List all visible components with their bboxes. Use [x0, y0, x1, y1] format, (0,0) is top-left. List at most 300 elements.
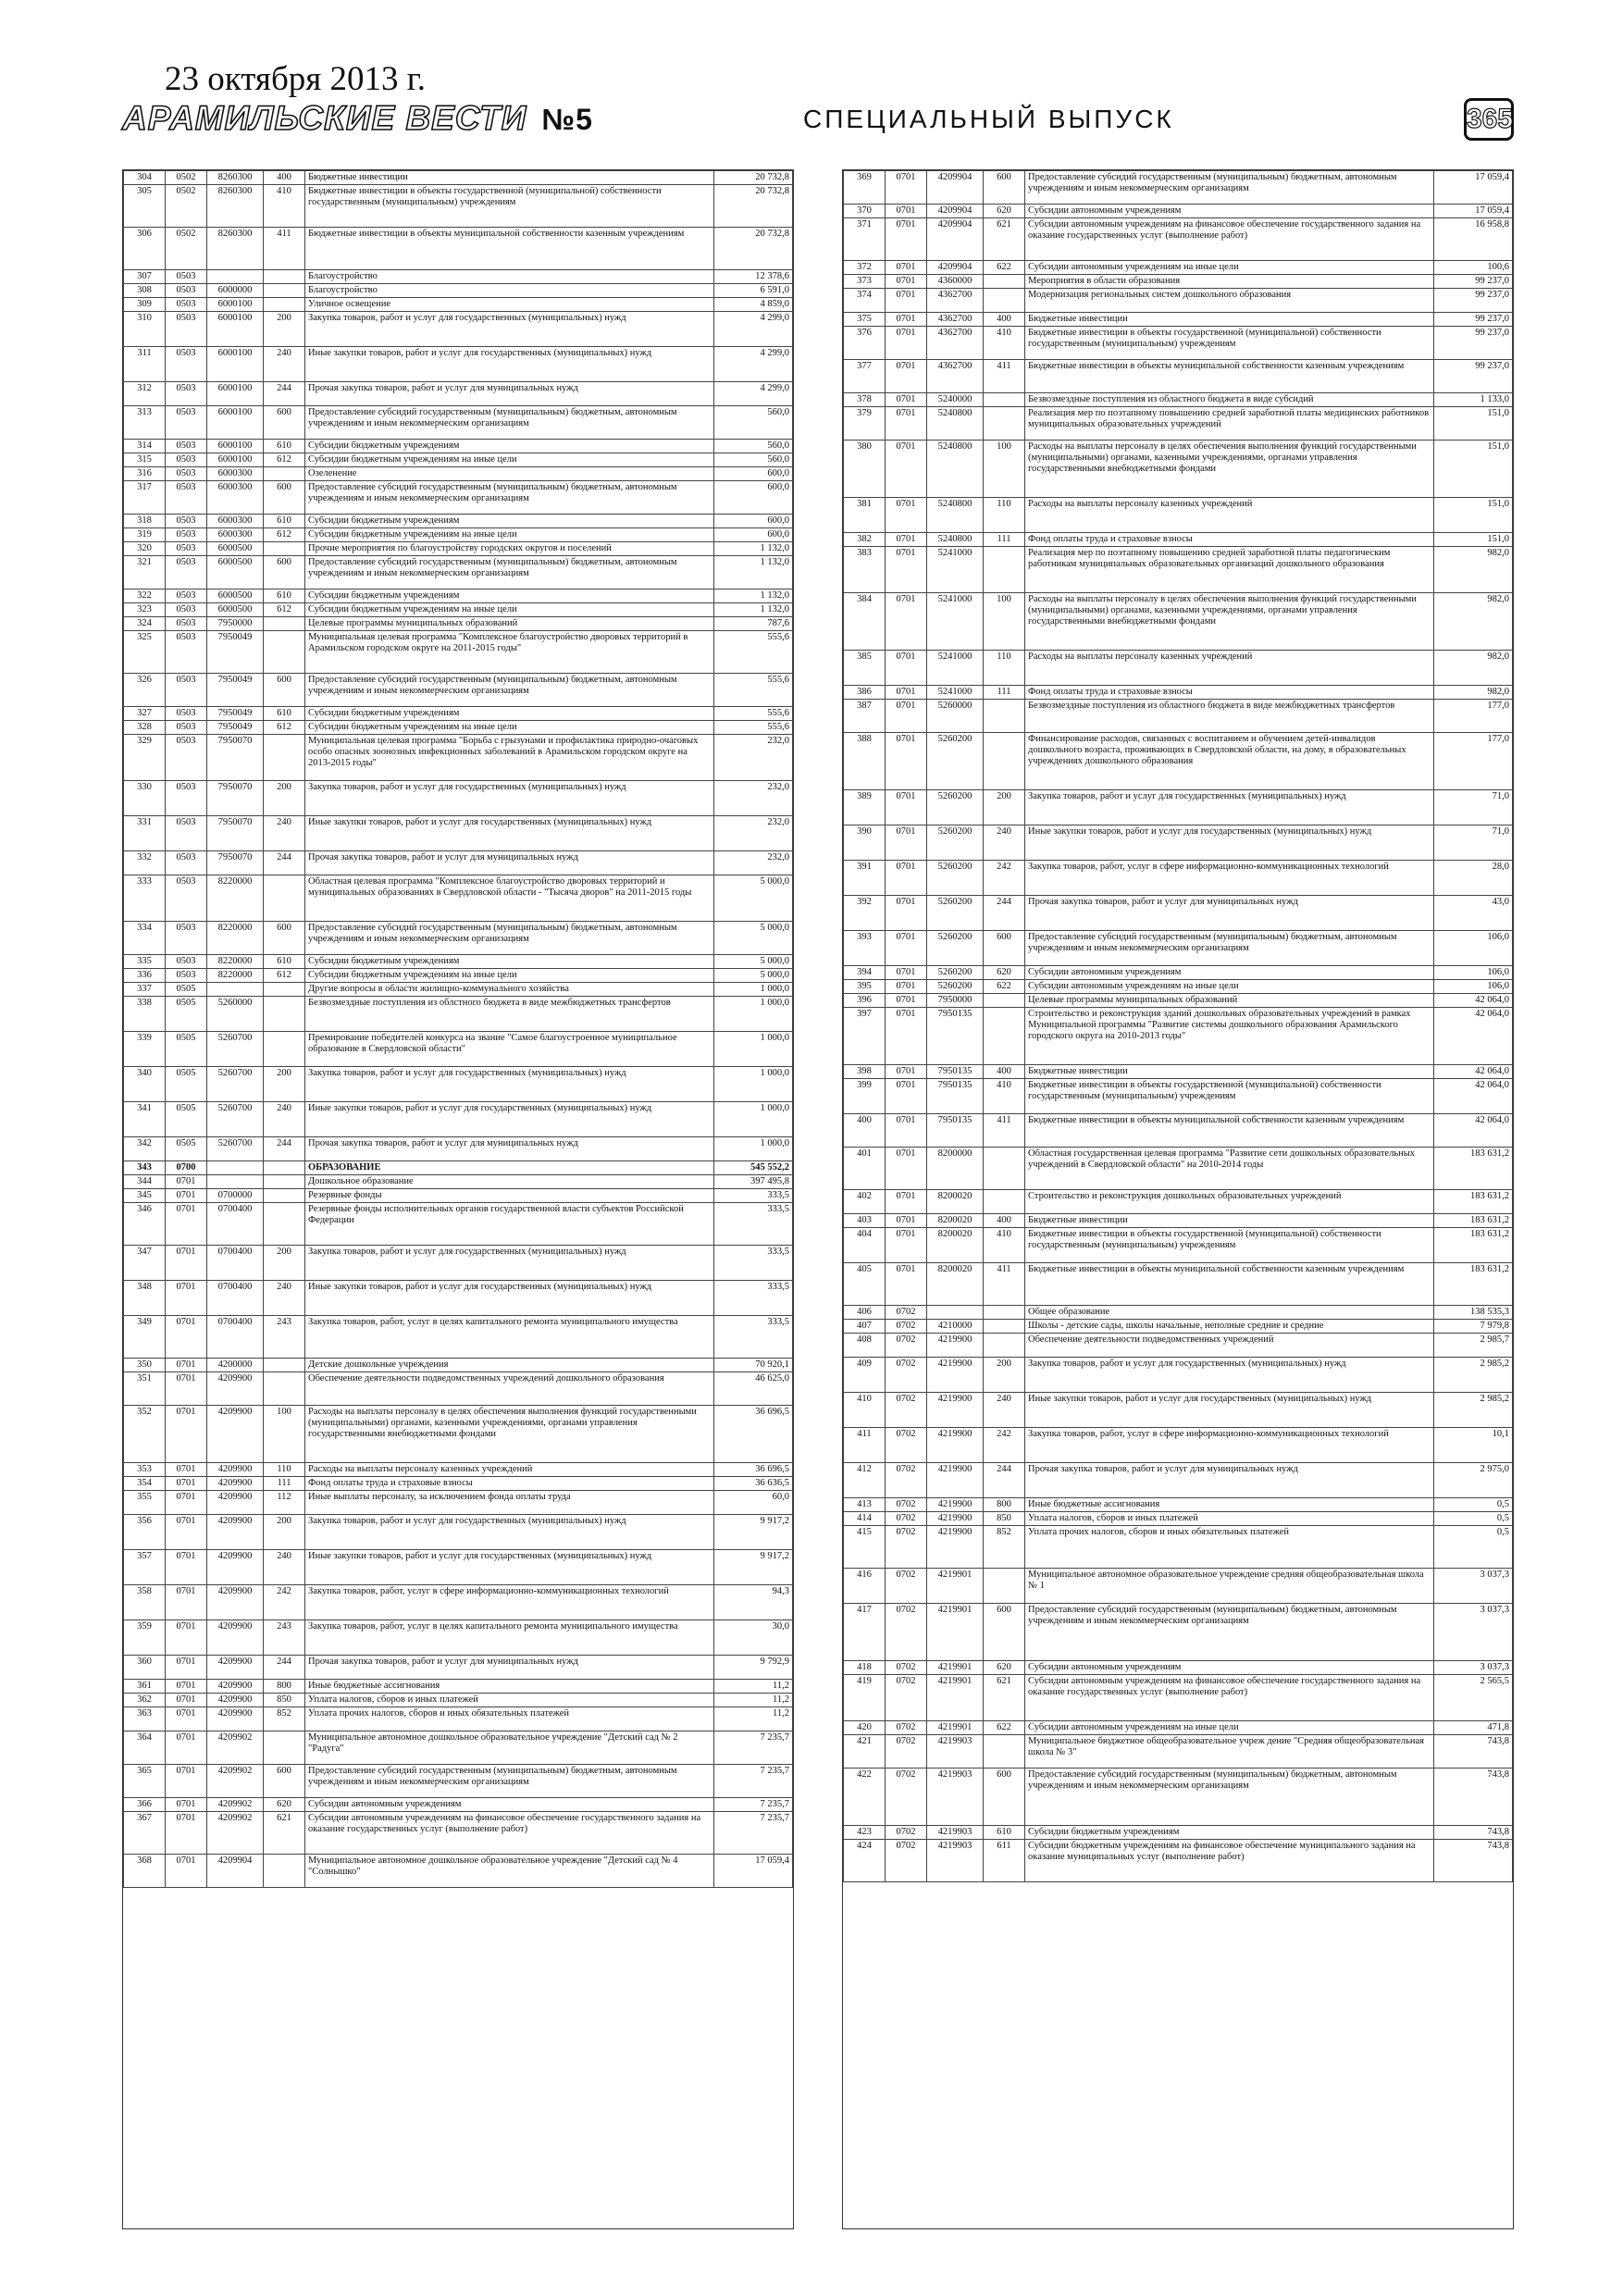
target-article-code: 4362700 [927, 360, 984, 393]
target-article-code: 4209900 [207, 1406, 264, 1463]
row-number: 375 [844, 313, 886, 327]
section-code: 0702 [886, 1721, 927, 1735]
amount: 36 636,5 [714, 1477, 793, 1491]
target-article-code: 4209902 [207, 1812, 264, 1855]
item-name: Субсидии бюджетным учреждениям на иные цели [305, 528, 714, 542]
target-article-code: 7950049 [207, 674, 264, 707]
target-article-code: 8200000 [927, 1148, 984, 1190]
item-name: Обеспечение деятельности подведомственных учреждений дошкольного образования [305, 1372, 714, 1406]
target-article-code: 8200020 [927, 1263, 984, 1306]
item-name: Уплата прочих налогов, сборов и иных обязательных платежей [1025, 1526, 1434, 1569]
row-number: 360 [124, 1656, 166, 1680]
expense-type-code: 111 [264, 1477, 305, 1491]
expense-type-code: 244 [264, 1656, 305, 1680]
table-row [124, 1491, 793, 1515]
item-name: Иные закупки товаров, работ и услуг для государственных (муниципальных) нужд [305, 1281, 714, 1316]
row-number: 370 [844, 205, 886, 218]
section-code: 0701 [886, 393, 927, 407]
expense-type-code: 410 [984, 327, 1025, 360]
row-number: 356 [124, 1515, 166, 1550]
section-code: 0702 [886, 1320, 927, 1334]
amount: 16 958,8 [1434, 218, 1513, 261]
item-name: Целевые программы муниципальных образований [305, 617, 714, 631]
item-name: Субсидии автономным учреждениям [1025, 966, 1434, 980]
amount: 99 237,0 [1434, 313, 1513, 327]
expense-type-code: 620 [984, 966, 1025, 980]
section-code: 0701 [886, 1214, 927, 1228]
amount: 106,0 [1434, 966, 1513, 980]
row-number: 347 [124, 1246, 166, 1281]
section-code: 0701 [886, 861, 927, 896]
amount: 99 237,0 [1434, 289, 1513, 313]
amount: 28,0 [1434, 861, 1513, 896]
section-code: 0505 [166, 1137, 207, 1161]
row-number: 361 [124, 1680, 166, 1694]
table-row [124, 312, 793, 347]
row-number: 312 [124, 382, 166, 406]
item-name: Бюджетные инвестиции в объекты муниципальной собственности казенным учреждениям [1025, 1114, 1434, 1148]
target-article-code: 5260000 [927, 700, 984, 733]
item-name: Предоставление субсидий государственным (муниципальным) бюджетным, автономным учреждениям и иным некоммерческим организациям [305, 922, 714, 955]
amount: 555,6 [714, 631, 793, 674]
expense-type-code: 110 [984, 498, 1025, 533]
section-code: 0702 [886, 1735, 927, 1769]
table-row [124, 1281, 793, 1316]
row-number: 386 [844, 686, 886, 700]
item-name: Расходы на выплаты персоналу казенных учреждений [1025, 651, 1434, 686]
target-article-code: 4209900 [207, 1515, 264, 1550]
item-name: Бюджетные инвестиции в объекты государственной (муниципальной) собственности государственным (муниципальным) учреждениям [1025, 1079, 1434, 1114]
section-code: 0702 [886, 1463, 927, 1498]
target-article-code: 5240800 [927, 441, 984, 498]
item-name: Муниципальное автономное дошкольное образовательное учреждение "Детский сад № 2 "Радуга" [305, 1731, 714, 1765]
expense-type-code [984, 393, 1025, 407]
amount: 5 000,0 [714, 969, 793, 983]
expense-type-code: 240 [264, 347, 305, 382]
amount: 46 625,0 [714, 1372, 793, 1406]
newspaper-title [122, 100, 593, 138]
section-code: 0701 [166, 1812, 207, 1855]
target-article-code: 6000100 [207, 453, 264, 467]
item-name: Иные закупки товаров, работ и услуг для государственных (муниципальных) нужд [1025, 1393, 1434, 1428]
target-article-code: 5260200 [927, 931, 984, 966]
section-code: 0701 [166, 1731, 207, 1765]
expense-type-code: 612 [264, 969, 305, 983]
item-name: Иные бюджетные ассигнования [305, 1680, 714, 1694]
section-code: 0702 [886, 1358, 927, 1393]
target-article-code: 4209900 [207, 1463, 264, 1477]
section-code: 0701 [886, 1079, 927, 1114]
target-article-code: 6000300 [207, 515, 264, 528]
item-name: Прочая закупка товаров, работ и услуг для муниципальных нужд [1025, 1463, 1434, 1498]
amount: 183 631,2 [1434, 1228, 1513, 1263]
target-article-code: 4362700 [927, 327, 984, 360]
row-number: 354 [124, 1477, 166, 1491]
amount: 99 237,0 [1434, 275, 1513, 289]
expense-type-code: 243 [264, 1620, 305, 1656]
amount: 555,6 [714, 707, 793, 721]
expense-type-code: 610 [984, 1826, 1025, 1840]
row-number: 418 [844, 1661, 886, 1675]
row-number: 422 [844, 1769, 886, 1826]
expense-type-code: 600 [984, 1604, 1025, 1661]
section-code: 0505 [166, 997, 207, 1032]
expense-type-code: 100 [984, 593, 1025, 651]
amount: 1 133,0 [1434, 393, 1513, 407]
item-name: Субсидии бюджетным учреждениям на финансовое обеспечение муниципального задания на оказание муниципальных услуг (выполнение работ) [1025, 1840, 1434, 1882]
target-article-code: 6000000 [207, 284, 264, 298]
target-article-code: 5260700 [207, 1032, 264, 1067]
table-row [844, 1463, 1513, 1498]
section-code: 0701 [886, 1008, 927, 1065]
section-code: 0701 [886, 1190, 927, 1214]
row-number: 394 [844, 966, 886, 980]
amount: 2 985,2 [1434, 1358, 1513, 1393]
section-code: 0701 [886, 980, 927, 994]
item-name: Другие вопросы в области жилищно-коммунального хозяйства [305, 983, 714, 997]
target-article-code: 5241000 [927, 547, 984, 593]
target-article-code: 4219903 [927, 1840, 984, 1882]
target-article-code: 5241000 [927, 593, 984, 651]
table-row [124, 1656, 793, 1680]
row-number: 362 [124, 1694, 166, 1707]
target-article-code: 4209902 [207, 1731, 264, 1765]
table-row [844, 1526, 1513, 1569]
expense-type-code: 411 [984, 1263, 1025, 1306]
table-row [844, 275, 1513, 289]
section-code: 0702 [886, 1604, 927, 1661]
table-row [124, 983, 793, 997]
amount: 151,0 [1434, 407, 1513, 441]
item-name: Дошкольное образование [305, 1175, 714, 1189]
table-row [844, 547, 1513, 593]
item-name: Иные закупки товаров, работ и услуг для государственных (муниципальных) нужд [1025, 825, 1434, 861]
target-article-code: 0700400 [207, 1246, 264, 1281]
amount: 600,0 [714, 528, 793, 542]
section-code: 0503 [166, 440, 207, 453]
amount: 743,8 [1434, 1840, 1513, 1882]
expense-type-code: 112 [264, 1491, 305, 1515]
target-article-code: 5260200 [927, 966, 984, 980]
table-row [124, 1067, 793, 1102]
expense-type-code: 612 [264, 528, 305, 542]
amount: 2 985,7 [1434, 1334, 1513, 1358]
item-name: Закупка товаров, работ, услуг в целях капитального ремонта муниципального имущества [305, 1620, 714, 1656]
table-row [844, 1114, 1513, 1148]
target-article-code: 4219901 [927, 1661, 984, 1675]
expense-type-code [264, 1161, 305, 1175]
row-number: 408 [844, 1334, 886, 1358]
amount: 10,1 [1434, 1428, 1513, 1463]
expense-type-code: 200 [984, 790, 1025, 825]
table-row [124, 453, 793, 467]
amount: 183 631,2 [1434, 1214, 1513, 1228]
section-code: 0701 [886, 1114, 927, 1148]
expense-type-code: 242 [264, 1585, 305, 1620]
amount: 11,2 [714, 1707, 793, 1731]
expense-type-code [984, 1008, 1025, 1065]
target-article-code: 6000500 [207, 603, 264, 617]
row-number: 421 [844, 1735, 886, 1769]
table-row [124, 440, 793, 453]
table-row [124, 969, 793, 983]
target-article-code: 4209904 [927, 218, 984, 261]
expense-type-code: 850 [264, 1694, 305, 1707]
item-name: Предоставление субсидий государственным (муниципальным) бюджетным, автономным учреждениям и иным некоммерческим организациям [1025, 171, 1434, 205]
expense-type-code [264, 542, 305, 556]
table-row [124, 1175, 793, 1189]
amount: 232,0 [714, 816, 793, 851]
amount: 183 631,2 [1434, 1148, 1513, 1190]
section-code: 0503 [166, 312, 207, 347]
table-row [844, 313, 1513, 327]
section-code: 0503 [166, 851, 207, 875]
table-row [844, 1214, 1513, 1228]
expense-type-code: 610 [264, 707, 305, 721]
expense-type-code: 620 [984, 1661, 1025, 1675]
expense-type-code: 411 [984, 360, 1025, 393]
expense-type-code: 620 [984, 205, 1025, 218]
expense-type-code: 612 [264, 603, 305, 617]
item-name: Субсидии бюджетным учреждениям [305, 440, 714, 453]
row-number: 351 [124, 1372, 166, 1406]
budget-table-right [843, 170, 1513, 1882]
target-article-code: 5240800 [927, 533, 984, 547]
target-article-code: 7950135 [927, 1114, 984, 1148]
amount: 9 792,9 [714, 1656, 793, 1680]
amount: 7 235,7 [714, 1812, 793, 1855]
item-name: Школы - детские сады, школы начальные, неполные средние и средние [1025, 1320, 1434, 1334]
row-number: 363 [124, 1707, 166, 1731]
amount: 7 235,7 [714, 1765, 793, 1798]
amount: 100,6 [1434, 261, 1513, 275]
target-article-code: 7950070 [207, 781, 264, 816]
amount: 4 299,0 [714, 347, 793, 382]
table-row [124, 603, 793, 617]
table-row [124, 1620, 793, 1656]
row-number: 369 [844, 171, 886, 205]
section-code: 0503 [166, 481, 207, 515]
expense-type-code: 240 [984, 825, 1025, 861]
table-row [124, 707, 793, 721]
expense-type-code: 620 [264, 1798, 305, 1812]
section-code: 0701 [166, 1585, 207, 1620]
row-number: 335 [124, 955, 166, 969]
row-number: 338 [124, 997, 166, 1032]
section-code: 0702 [886, 1661, 927, 1675]
amount: 36 696,5 [714, 1406, 793, 1463]
item-name: Субсидии бюджетным учреждениям на иные цели [305, 721, 714, 735]
row-number: 333 [124, 875, 166, 922]
row-number: 414 [844, 1512, 886, 1526]
expense-type-code [264, 875, 305, 922]
target-article-code: 4209900 [207, 1680, 264, 1694]
row-number: 331 [124, 816, 166, 851]
table-row [844, 1428, 1513, 1463]
row-number: 392 [844, 896, 886, 931]
target-article-code: 4209900 [207, 1694, 264, 1707]
expense-type-code [264, 1372, 305, 1406]
expense-type-code: 244 [984, 1463, 1025, 1498]
table-row [124, 721, 793, 735]
expense-type-code: 621 [984, 1675, 1025, 1721]
target-article-code: 5260200 [927, 825, 984, 861]
target-article-code [207, 270, 264, 284]
target-article-code: 8200020 [927, 1214, 984, 1228]
row-number: 374 [844, 289, 886, 313]
section-code: 0505 [166, 1067, 207, 1102]
expense-type-code: 852 [984, 1526, 1025, 1569]
amount: 560,0 [714, 453, 793, 467]
row-number: 390 [844, 825, 886, 861]
expense-type-code: 600 [264, 556, 305, 590]
target-article-code: 6000100 [207, 312, 264, 347]
expense-type-code: 200 [264, 1246, 305, 1281]
section-code: 0701 [166, 1203, 207, 1246]
target-article-code: 6000300 [207, 528, 264, 542]
amount: 42 064,0 [1434, 1114, 1513, 1148]
target-article-code: 5240800 [927, 498, 984, 533]
amount: 99 237,0 [1434, 327, 1513, 360]
item-name: Уличное освещение [305, 298, 714, 312]
section-code: 0505 [166, 1032, 207, 1067]
section-code: 0701 [886, 966, 927, 980]
amount: 2 975,0 [1434, 1463, 1513, 1498]
row-number: 398 [844, 1065, 886, 1079]
row-number: 367 [124, 1812, 166, 1855]
section-code: 0503 [166, 270, 207, 284]
section-code: 0702 [886, 1769, 927, 1826]
item-name: Модернизация региональных систем дошкольного образования [1025, 289, 1434, 313]
amount: 1 000,0 [714, 1067, 793, 1102]
amount: 2 985,2 [1434, 1393, 1513, 1428]
table-row [844, 498, 1513, 533]
row-number: 417 [844, 1604, 886, 1661]
expense-type-code: 600 [264, 481, 305, 515]
row-number: 336 [124, 969, 166, 983]
expense-type-code [984, 275, 1025, 289]
expense-type-code: 240 [264, 1102, 305, 1137]
item-name: Иные бюджетные ассигнования [1025, 1498, 1434, 1512]
row-number: 393 [844, 931, 886, 966]
section-code: 0701 [166, 1359, 207, 1372]
table-row [844, 393, 1513, 407]
item-name: Бюджетные инвестиции [1025, 1065, 1434, 1079]
budget-table-left [123, 170, 793, 1888]
amount: 787,6 [714, 617, 793, 631]
section-code: 0701 [886, 407, 927, 441]
section-code: 0701 [166, 1491, 207, 1515]
target-article-code: 6000500 [207, 556, 264, 590]
amount: 70 920,1 [714, 1359, 793, 1372]
amount: 333,5 [714, 1203, 793, 1246]
row-number: 305 [124, 185, 166, 228]
amount: 30,0 [714, 1620, 793, 1656]
item-name: Иные закупки товаров, работ и услуг для государственных (муниципальных) нужд [305, 1550, 714, 1585]
item-name: Субсидии автономным учреждениям на финансовое обеспечение государственного задания на оказание государственных услуг (выполнение работ) [1025, 218, 1434, 261]
section-code: 0701 [166, 1246, 207, 1281]
table-row [124, 1359, 793, 1372]
target-article-code: 5260200 [927, 790, 984, 825]
row-number: 397 [844, 1008, 886, 1065]
expense-type-code: 410 [984, 1228, 1025, 1263]
table-row [844, 1512, 1513, 1526]
item-name: Строительство и реконструкция зданий дошкольных образовательных учреждений в рамках Муниципальной программы "Развитие системы дошкольного образования Арамильского городского округа на 2010-2013 годы" [1025, 1008, 1434, 1065]
target-article-code: 4209902 [207, 1765, 264, 1798]
item-name: Субсидии бюджетным учреждениям [305, 707, 714, 721]
newspaper-name: АРАМИЛЬСКИЕ ВЕСТИ [122, 99, 527, 137]
row-number: 403 [844, 1214, 886, 1228]
table-row [844, 861, 1513, 896]
expense-type-code: 111 [984, 686, 1025, 700]
section-code: 0702 [886, 1334, 927, 1358]
target-article-code: 0700000 [207, 1189, 264, 1203]
table-row [124, 556, 793, 590]
section-code: 0503 [166, 515, 207, 528]
row-number: 388 [844, 733, 886, 790]
section-code: 0702 [886, 1526, 927, 1569]
amount: 2 565,5 [1434, 1675, 1513, 1721]
target-article-code: 4209900 [207, 1491, 264, 1515]
row-number: 345 [124, 1189, 166, 1203]
item-name: Бюджетные инвестиции в объекты государственной (муниципальной) собственности государственным (муниципальным) учреждениям [1025, 327, 1434, 360]
table-row [124, 875, 793, 922]
section-code: 0701 [166, 1620, 207, 1656]
expense-type-code: 110 [264, 1463, 305, 1477]
amount: 3 037,3 [1434, 1661, 1513, 1675]
item-name: Бюджетные инвестиции [1025, 1214, 1434, 1228]
table-row [124, 922, 793, 955]
item-name: ОБРАЗОВАНИЕ [305, 1161, 714, 1175]
expense-type-code [264, 1855, 305, 1888]
row-number: 334 [124, 922, 166, 955]
table-row [124, 955, 793, 969]
target-article-code: 4219901 [927, 1675, 984, 1721]
row-number: 413 [844, 1498, 886, 1512]
amount: 0,5 [1434, 1526, 1513, 1569]
row-number: 355 [124, 1491, 166, 1515]
amount: 982,0 [1434, 651, 1513, 686]
row-number: 406 [844, 1306, 886, 1320]
row-number: 384 [844, 593, 886, 651]
row-number: 309 [124, 298, 166, 312]
amount: 743,8 [1434, 1769, 1513, 1826]
item-name: Прочая закупка товаров, работ и услуг для муниципальных нужд [305, 851, 714, 875]
expense-type-code [984, 407, 1025, 441]
amount: 743,8 [1434, 1826, 1513, 1840]
item-name: Расходы на выплаты персоналу в целях обеспечения выполнения функций государственными (муниципальными) органами, казенными учреждениями, органами управления государственными внебюджетными фондами [1025, 441, 1434, 498]
target-article-code: 4219900 [927, 1428, 984, 1463]
row-number: 304 [124, 171, 166, 185]
table-row [844, 966, 1513, 980]
amount: 7 235,7 [714, 1798, 793, 1812]
target-article-code: 4209900 [207, 1372, 264, 1406]
target-article-code: 4219900 [927, 1358, 984, 1393]
row-number: 402 [844, 1190, 886, 1214]
target-article-code: 7950135 [927, 1079, 984, 1114]
table-row [844, 994, 1513, 1008]
item-name: Муниципальная целевая программа "Борьба с грызунами и профилактика природно-очаговых особо опасных зоонозных инфекционных заболеваний в Арамильском городском округе на 2013-2015 годы" [305, 735, 714, 781]
section-code: 0701 [886, 547, 927, 593]
section-code: 0503 [166, 781, 207, 816]
section-code: 0701 [886, 289, 927, 313]
amount: 471,8 [1434, 1721, 1513, 1735]
expense-type-code [264, 284, 305, 298]
item-name: Расходы на выплаты персоналу в целях обеспечения выполнения функций государственными (муниципальными) органами, казенными учреждениями, органами управления государственными внебюджетными фондами [305, 1406, 714, 1463]
amount: 177,0 [1434, 733, 1513, 790]
section-code: 0503 [166, 969, 207, 983]
item-name: Целевые программы муниципальных образований [1025, 994, 1434, 1008]
